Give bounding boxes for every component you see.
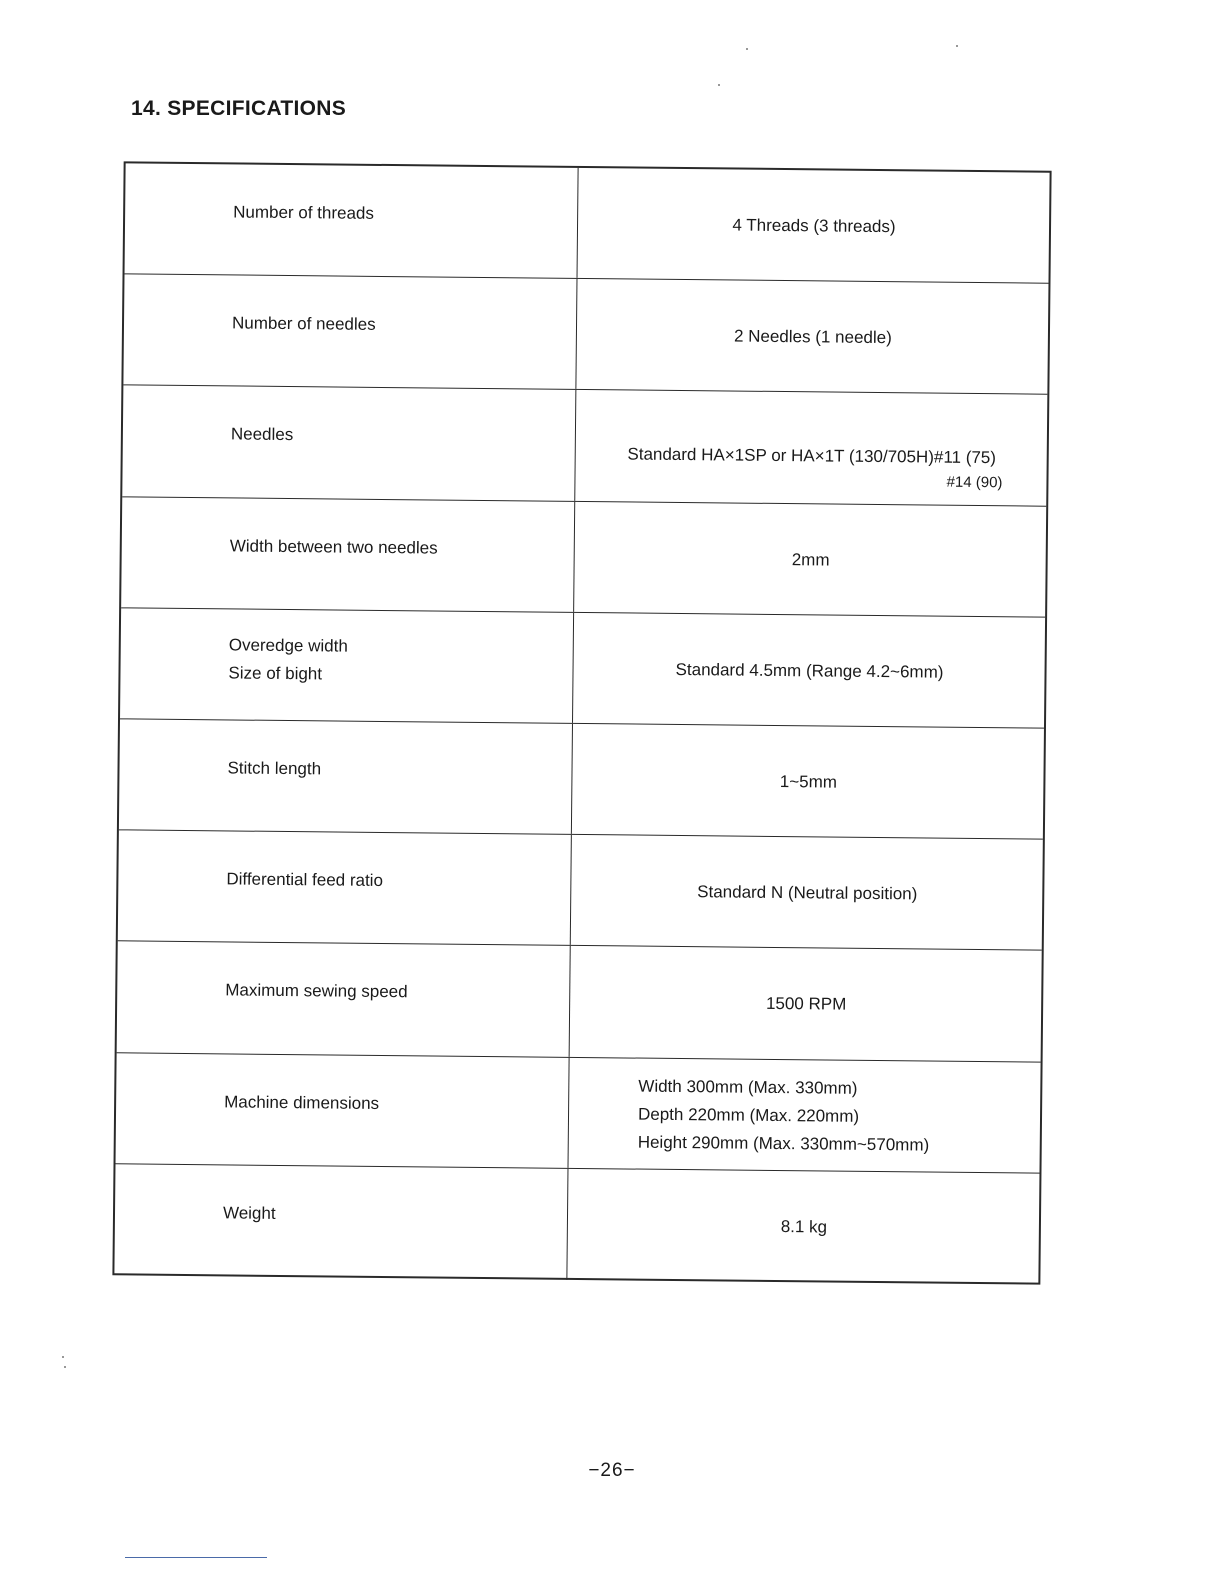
spec-label: Weight xyxy=(222,1203,276,1223)
spec-value: 2 Needles (1 needle) xyxy=(733,326,892,348)
spec-value xyxy=(576,440,1046,495)
spec-value-line: Depth 220mm (Max. 220mm) xyxy=(637,1104,860,1126)
specifications-table xyxy=(112,161,1051,1284)
table-row xyxy=(122,386,1047,507)
spec-label: Stitch length xyxy=(227,758,322,779)
spec-value: Standard N (Neutral position) xyxy=(697,882,918,904)
spec-value-extra: #14 (90) xyxy=(946,474,1003,492)
table-row xyxy=(121,497,1046,618)
spec-label: Number of threads xyxy=(233,202,375,223)
scan-speck xyxy=(64,1366,66,1368)
table-row xyxy=(120,608,1045,729)
spec-value: 1~5mm xyxy=(779,771,838,792)
spec-label: Machine dimensions xyxy=(224,1091,380,1113)
spec-label: Maximum sewing speed xyxy=(225,980,408,1002)
spec-value xyxy=(638,1072,1041,1160)
spec-value-line: Height 290mm (Max. 330mm~570mm) xyxy=(637,1132,930,1155)
spec-label: Needles xyxy=(230,424,294,445)
scan-speck xyxy=(62,1356,64,1358)
spec-label-line: Overedge width xyxy=(228,635,348,656)
spec-label xyxy=(228,631,559,690)
table-row xyxy=(117,942,1042,1063)
table-row xyxy=(118,830,1043,951)
column-divider xyxy=(567,1057,569,1167)
table-row xyxy=(125,163,1050,284)
spec-value: 4 Threads (3 threads) xyxy=(732,215,896,237)
scan-speck xyxy=(718,84,720,86)
table-row xyxy=(116,1053,1041,1174)
scan-speck xyxy=(746,48,748,50)
table-row xyxy=(114,1164,1039,1285)
table-row xyxy=(123,275,1048,396)
page-title: 14. SPECIFICATIONS xyxy=(131,97,347,120)
spec-value-line: Width 300mm (Max. 330mm) xyxy=(638,1076,858,1098)
spec-label-line: Size of bight xyxy=(228,663,323,684)
spec-label: Differential feed ratio xyxy=(226,869,384,891)
spec-value: Standard 4.5mm (Range 4.2~6mm) xyxy=(675,659,944,682)
scan-speck xyxy=(956,45,958,47)
page-number: −26− xyxy=(588,1460,636,1481)
spec-value-main: Standard HA×1SP or HA×1T (130/705H)#11 (75) xyxy=(627,444,997,468)
spec-value: 2mm xyxy=(791,549,830,570)
table-row xyxy=(119,719,1044,840)
spec-value: 8.1 kg xyxy=(780,1216,828,1237)
spec-value: 1500 RPM xyxy=(765,994,847,1015)
spec-label: Number of needles xyxy=(231,313,376,335)
spec-label: Width between two needles xyxy=(229,535,438,558)
footer-rule xyxy=(125,1557,267,1558)
